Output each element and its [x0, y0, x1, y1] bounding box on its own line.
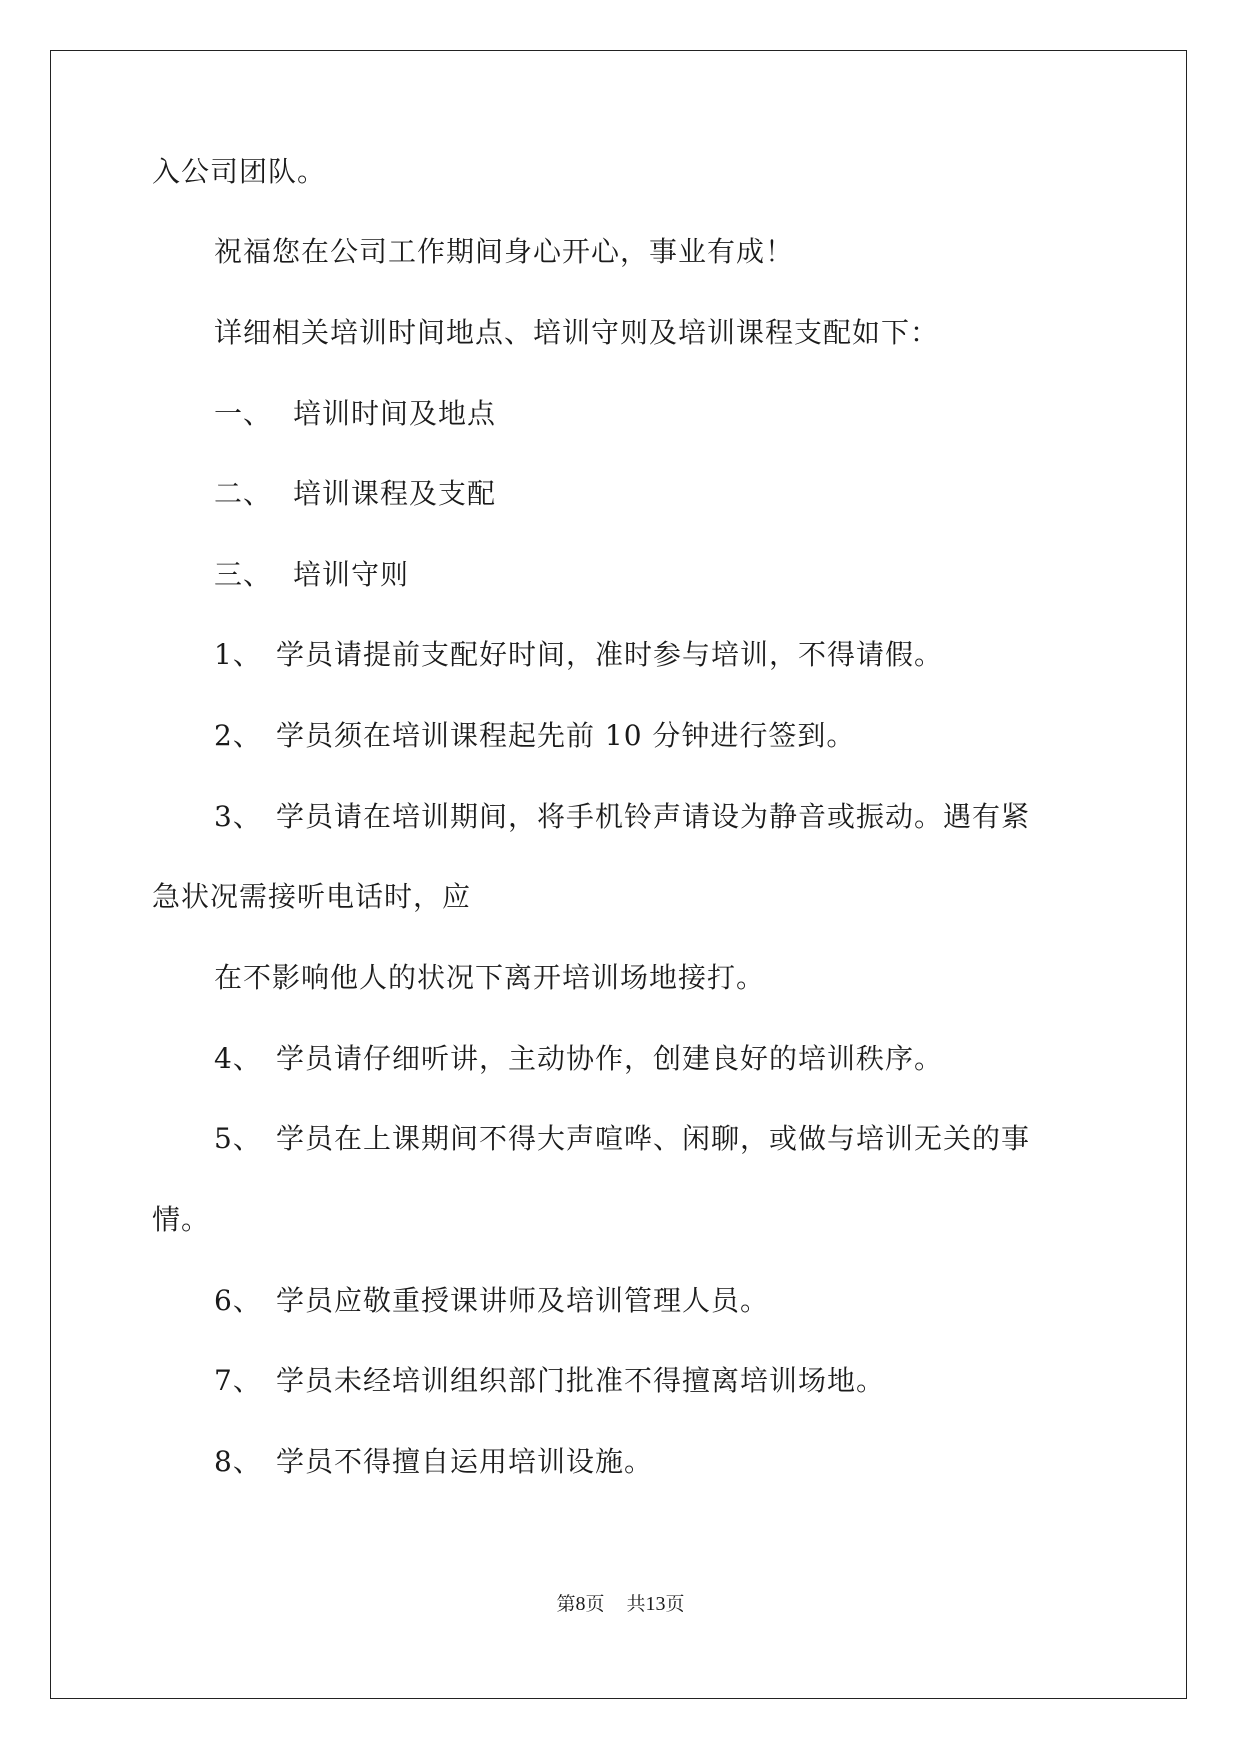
page-number: 8: [575, 1593, 586, 1615]
rule-item: [214, 1361, 885, 1401]
page-number-prefix: 第: [556, 1593, 576, 1615]
rule-text: 学员须在培训课程起先前 10 分钟进行签到。: [276, 719, 856, 752]
rule-marker: 6、: [214, 1284, 262, 1317]
rule-marker: 2、: [214, 719, 262, 752]
total-pages-suffix: 页: [665, 1593, 685, 1615]
rule-text: 学员请在培训期间，将手机铃声请设为静音或振动。遇有紧: [276, 800, 1031, 833]
rule-text: 学员应敬重授课讲师及培训管理人员。: [276, 1284, 770, 1317]
section-heading: [214, 474, 496, 514]
rule-item: [214, 716, 855, 756]
rule-text: 学员未经培训组织部门批准不得擅离培训场地。: [276, 1364, 886, 1397]
rule-marker: 8、: [214, 1445, 262, 1478]
rule-marker: 4、: [214, 1042, 262, 1075]
rule-text: 学员不得擅自运用培训设施。: [276, 1445, 654, 1478]
text-line: 在不影响他人的状况下离开培训场地接打。: [214, 961, 766, 994]
rule-item: [214, 635, 943, 675]
text-line: 急状况需接听电话时，应: [152, 880, 472, 913]
heading-text: 培训时间及地点: [293, 397, 497, 430]
total-pages: 13: [645, 1593, 666, 1615]
heading-marker: 二、: [214, 477, 273, 510]
rule-item: [214, 1119, 1030, 1159]
rule-item: [214, 797, 1030, 837]
section-heading: [214, 394, 496, 434]
page-footer: [0, 1591, 1241, 1617]
rule-text: 学员在上课期间不得大声喧哗、闲聊，或做与培训无关的事: [276, 1122, 1031, 1155]
rule-item: [214, 1281, 769, 1321]
page-number-suffix: 页: [585, 1593, 605, 1615]
rule-marker: 1、: [214, 638, 262, 671]
rule-marker: 7、: [214, 1364, 262, 1397]
section-heading: [214, 555, 409, 595]
rule-text: 学员请仔细听讲，主动协作，创建良好的培训秩序。: [276, 1042, 944, 1075]
heading-marker: 一、: [214, 397, 273, 430]
heading-text: 培训课程及支配: [293, 477, 497, 510]
text-line: 入公司团队。: [152, 155, 327, 188]
text-line: 详细相关培训时间地点、培训守则及培训课程支配如下：: [214, 316, 940, 349]
rule-text: 学员请提前支配好时间，准时参与培训，不得请假。: [276, 638, 944, 671]
heading-text: 培训守则: [293, 558, 410, 591]
text-line: 情。: [152, 1203, 211, 1236]
rule-item: [214, 1039, 943, 1079]
rule-item: [214, 1442, 653, 1482]
text-line: 祝福您在公司工作期间身心开心，事业有成！: [214, 235, 795, 268]
total-pages-prefix: 共: [626, 1593, 646, 1615]
heading-marker: 三、: [214, 558, 273, 591]
rule-marker: 3、: [214, 800, 262, 833]
rule-marker: 5、: [214, 1122, 262, 1155]
